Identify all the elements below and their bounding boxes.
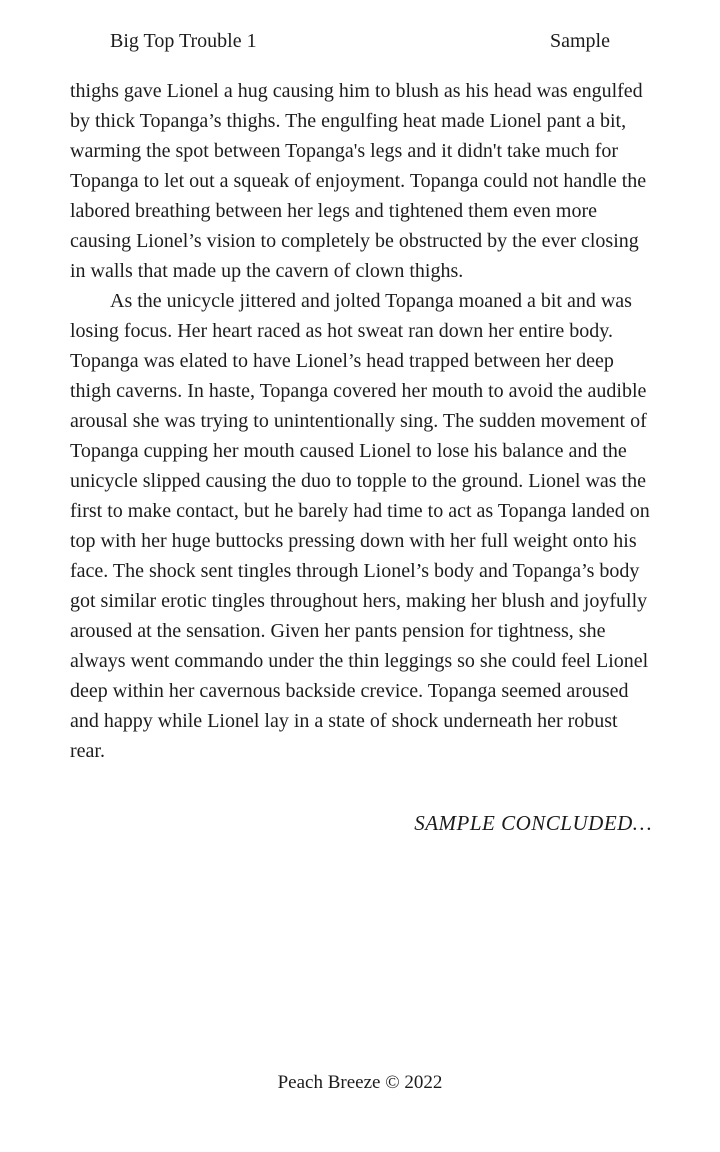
body-text [70, 76, 652, 838]
page-footer [0, 1072, 720, 1094]
header-page-label: Sample [550, 30, 610, 52]
paragraph: As the unicycle jittered and jolted Topanga moaned a bit and was losing focus. Her heart raced as hot sweat ran down her entire body. Topanga was elated to have Lionel’s head trapped between her deep thigh caverns. In haste, Topanga covered her mouth to avoid the audible arousal she was trying to unintentionally sing. The sudden movement of Topanga cupping her mouth caused Lionel to lose his balance and the unicycle slipped causing the duo to topple to the ground. Lionel was the first to make contact, but he barely had time to act as Topanga landed on top with her huge buttocks pressing down with her full weight onto his face. The shock sent tingles through Lionel’s body and Topanga’s body got similar erotic tingles throughout hers, making her blush and joyfully aroused at the sensation. Given her pants pension for tightness, she always went commando under the thin leggings so she could feel Lionel deep within her cavernous backside crevice. Topanga seemed aroused and happy while Lionel lay in a state of shock underneath her robust rear. [70, 290, 650, 762]
page-header [110, 30, 610, 53]
paragraph: thighs gave Lionel a hug causing him to blush as his head was engulfed by thick Topanga’s thighs. The engulfing heat made Lionel pant a bit, warming the spot between Topanga's legs and it didn't take much for Topanga to let out a squeak of enjoyment. Topanga could not handle the labored breathing between her legs and tightened them even more causing Lionel’s vision to completely be obstructed by the ever closing in walls that made up the cavern of clown thighs. [70, 80, 647, 282]
sample-concluded-line: SAMPLE CONCLUDED… [414, 811, 652, 835]
footer-text: Peach Breeze © 2022 [277, 1072, 443, 1093]
header-title: Big Top Trouble 1 [110, 30, 257, 52]
